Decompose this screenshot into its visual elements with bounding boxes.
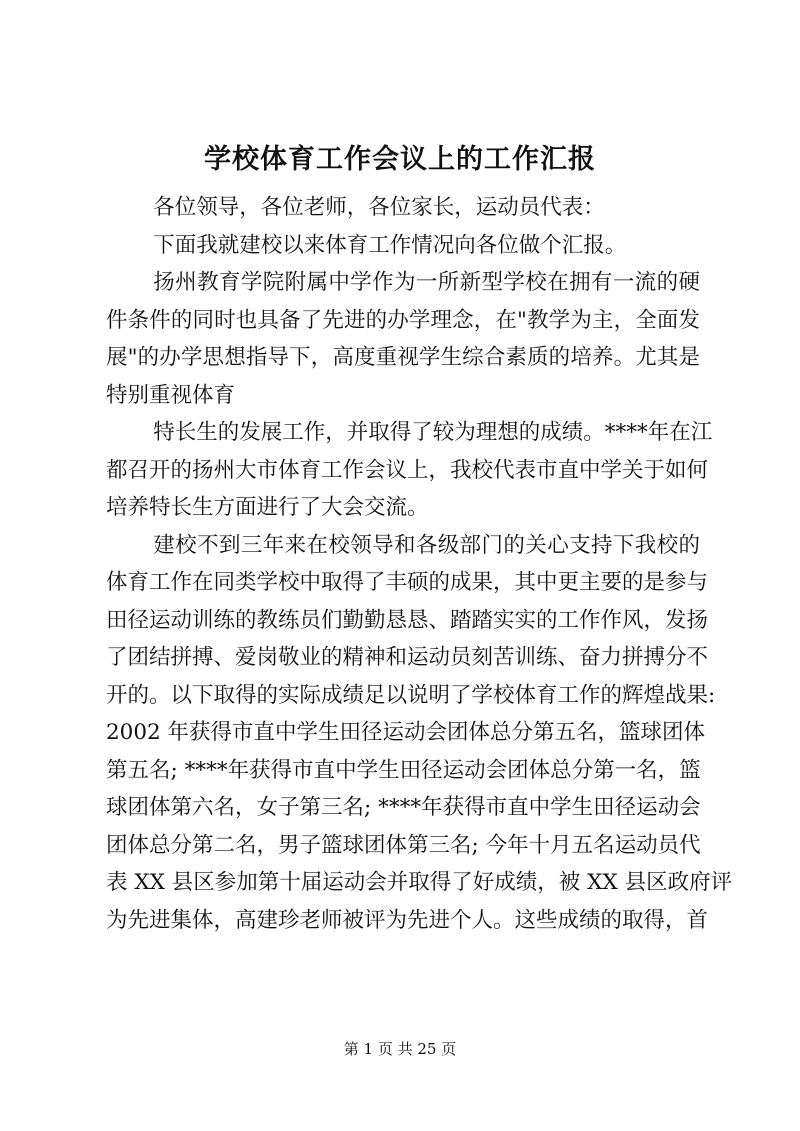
paragraph-line: 都召开的扬州大市体育工作会议上，我校代表市直中学关于如何 <box>106 457 709 483</box>
paragraph-line: 特长生的发展工作，并取得了较为理想的成绩。****年在江 <box>153 420 713 445</box>
paragraph-line: 团体总分第二名，男子篮球团体第三名; 今年十月五名运动员代 <box>106 832 701 858</box>
paragraph-line: 为先进集体，高建珍老师被评为先进个人。这些成绩的取得，首 <box>106 907 709 933</box>
paragraph-line: 表 XX 县区参加第十届运动会并取得了好成绩，被 XX 县区政府评 <box>106 870 733 895</box>
paragraph-line: 了团结拼搏、爱岗敬业的精神和运动员刻苦训练、奋力拼搏分不 <box>106 645 709 670</box>
intro-line: 下面我就建校以来体育工作情况向各位做个汇报。 <box>153 232 627 258</box>
page-footer: 第 1 页 共 25 页 <box>343 1040 457 1058</box>
document-body <box>106 189 733 939</box>
paragraph-line: 扬州教育学院附属中学作为一所新型学校在拥有一流的硬 <box>153 270 700 295</box>
paragraph-line: 展"的办学思想指导下，高度重视学生综合素质的培养。尤其是 <box>106 345 700 370</box>
salutation-line: 各位领导，各位老师，各位家长，运动员代表： <box>153 195 605 220</box>
paragraph-line: 田径运动训练的教练员们勤勤恳恳、踏踏实实的工作作风，发扬 <box>106 607 709 633</box>
paragraph-line: 件条件的同时也具备了先进的办学理念，在"教学为主，全面发 <box>106 307 700 333</box>
paragraph-line: 2002 年获得市直中学生田径运动会团体总分第五名，篮球团体 <box>106 720 706 745</box>
paragraph-line: 特别重视体育 <box>106 382 236 408</box>
paragraph-line: 培养特长生方面进行了大会交流。 <box>106 495 429 520</box>
paragraph-line: 建校不到三年来在校领导和各级部门的关心支持下我校的 <box>153 532 700 558</box>
document-title: 学校体育工作会议上的工作汇报 <box>204 144 596 175</box>
paragraph-line: 体育工作在同类学校中取得了丰硕的成果，其中更主要的是参与 <box>106 570 709 595</box>
paragraph-line: 开的。以下取得的实际成绩足以说明了学校体育工作的辉煌战果: <box>106 682 716 708</box>
paragraph-line: 球团体第六名，女子第三名; ****年获得市直中学生田径运动会 <box>106 795 701 820</box>
paragraph-line: 第五名; ****年获得市直中学生田径运动会团体总分第一名，篮 <box>106 757 701 783</box>
